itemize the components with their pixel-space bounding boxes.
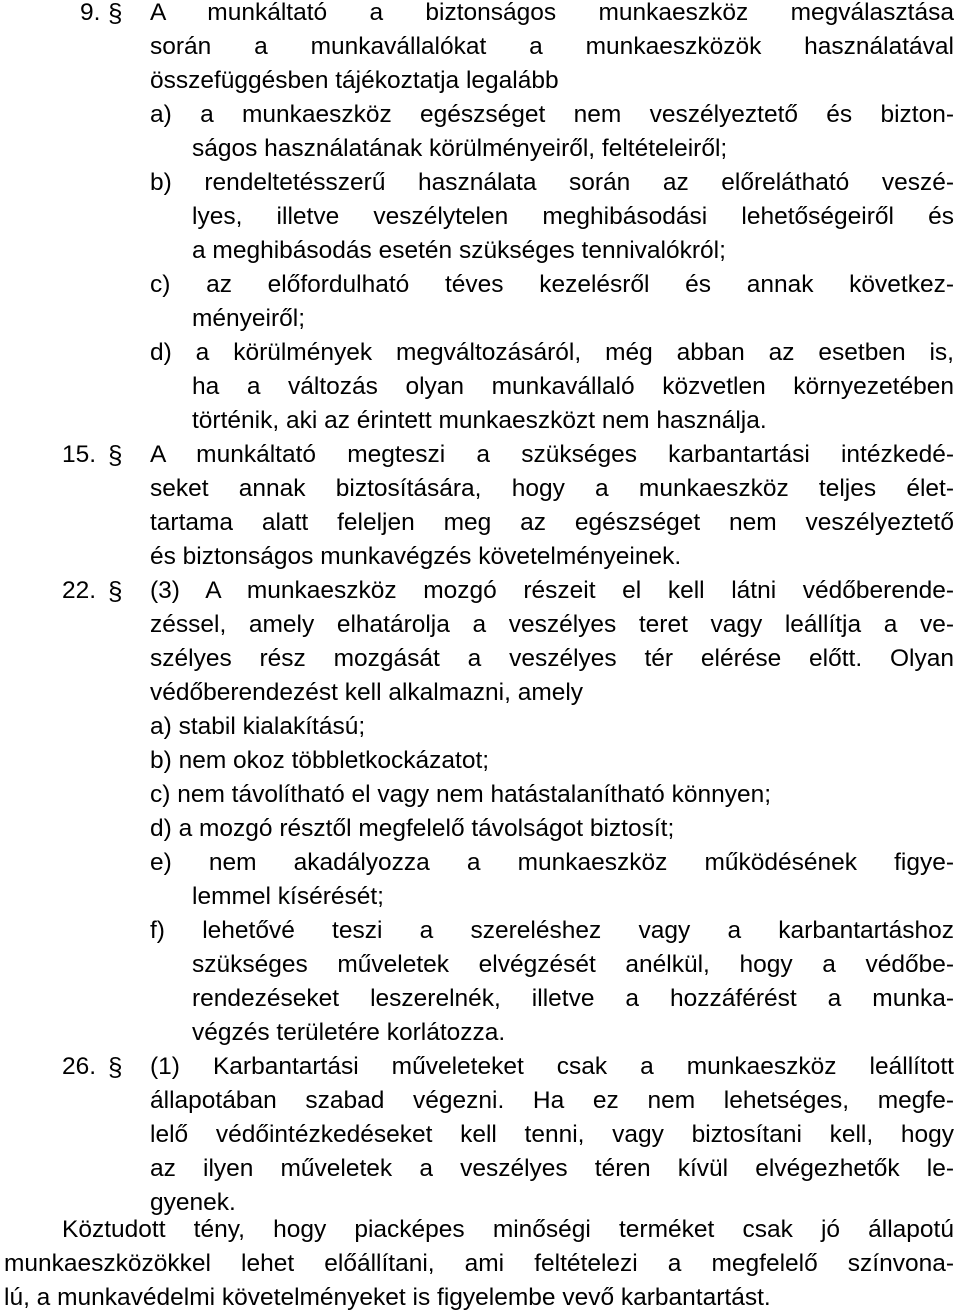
list-item-a: a) stabil kialakítású; <box>150 713 366 740</box>
section-number: 15. <box>62 441 97 468</box>
text-line: történik, aki az érintett munkaeszközt nem használja. <box>192 407 767 434</box>
text-line: seket annak biztosítására, hogy a munkaeszköz teljes élet- <box>150 475 954 502</box>
text-line: munkaeszközökkel lehet előállítani, ami feltételezi a megfelelő színvona- <box>4 1250 954 1277</box>
text-line: végzés területére korlátozza. <box>192 1019 506 1046</box>
text-line: az ilyen műveletek a veszélyes téren kívül elvégezhetők le- <box>150 1155 954 1182</box>
text-line: során a munkavállalókat a munkaeszközök használatával <box>150 33 954 60</box>
section-sign-icon: § <box>108 576 123 606</box>
text-line: összefüggésben tájékoztatja legalább <box>150 67 559 94</box>
list-item-b: b) rendeltetésszerű használata során az előrelátható veszé- <box>150 169 954 196</box>
text-line: szélyes rész mozgását a veszélyes tér elérése előtt. Olyan <box>150 645 954 672</box>
text-line: és biztonságos munkavégzés követelményeinek. <box>150 543 682 570</box>
text-line: zéssel, amely elhatárolja a veszélyes teret vagy leállítja a ve- <box>150 611 954 638</box>
text-line: ha a változás olyan munkavállaló közvetlen környezetében <box>192 373 954 400</box>
section-sign-icon: § <box>108 1052 123 1082</box>
text-line: ságos használatának körülményeiről, feltételeiről; <box>192 135 728 162</box>
list-item-e: e) nem akadályozza a munkaeszköz működésének figye- <box>150 849 954 876</box>
text-line: A munkáltató a biztonságos munkaeszköz megválasztása <box>150 0 954 26</box>
text-line: (1) Karbantartási műveleteket csak a munkaeszköz leállított <box>150 1053 954 1080</box>
text-line: A munkáltató megteszi a szükséges karbantartási intézkedé- <box>150 441 954 468</box>
text-line: (3) A munkaeszköz mozgó részeit el kell látni védőberende- <box>150 577 954 604</box>
list-item-c: c) nem távolítható el vagy nem hatástalanítható könnyen; <box>150 781 772 808</box>
text-line: gyenek. <box>150 1189 236 1216</box>
section-number: 22. <box>62 577 97 604</box>
text-line: lyes, illetve veszélytelen meghibásodási lehetőségeiről és <box>192 203 954 230</box>
text-line: állapotában szabad végezni. Ha ez nem lehetséges, megfe- <box>150 1087 954 1114</box>
text-line: szükséges műveletek elvégzését anélkül, hogy a védőbe- <box>192 951 954 978</box>
section-number: 26. <box>62 1053 97 1080</box>
list-item-a: a) a munkaeszköz egészséget nem veszélyeztető és bizton- <box>150 101 954 128</box>
section-sign-icon: § <box>108 0 123 28</box>
list-item-f: f) lehetővé teszi a szereléshez vagy a karbantartáshoz <box>150 917 954 944</box>
text-line: ményeiről; <box>192 305 306 332</box>
section-number: 9. <box>80 0 101 26</box>
text-line: lelő védőintézkedéseket kell tenni, vagy biztosítani kell, hogy <box>150 1121 954 1148</box>
text-line: tartama alatt feleljen meg az egészséget nem veszélyeztető <box>150 509 954 536</box>
list-item-d: d) a körülmények megváltozásáról, még abban az esetben is, <box>150 339 954 366</box>
list-item-b: b) nem okoz többletkockázatot; <box>150 747 490 774</box>
text-line: Köztudott tény, hogy piacképes minőségi terméket csak jó állapotú <box>62 1216 954 1243</box>
list-item-c: c) az előfordulható téves kezelésről és annak következ- <box>150 271 954 298</box>
text-line: lú, a munkavédelmi követelményeket is figyelembe vevő karbantartást. <box>4 1284 771 1311</box>
text-line: lemmel kísérését; <box>192 883 384 910</box>
text-line: védőberendezést kell alkalmazni, amely <box>150 679 584 706</box>
text-line: rendezéseket leszerelnék, illetve a hozzáférést a munka- <box>192 985 954 1012</box>
text-line: a meghibásodás esetén szükséges tennivalókról; <box>192 237 726 264</box>
list-item-d: d) a mozgó résztől megfelelő távolságot biztosít; <box>150 815 675 842</box>
section-sign-icon: § <box>108 440 123 470</box>
